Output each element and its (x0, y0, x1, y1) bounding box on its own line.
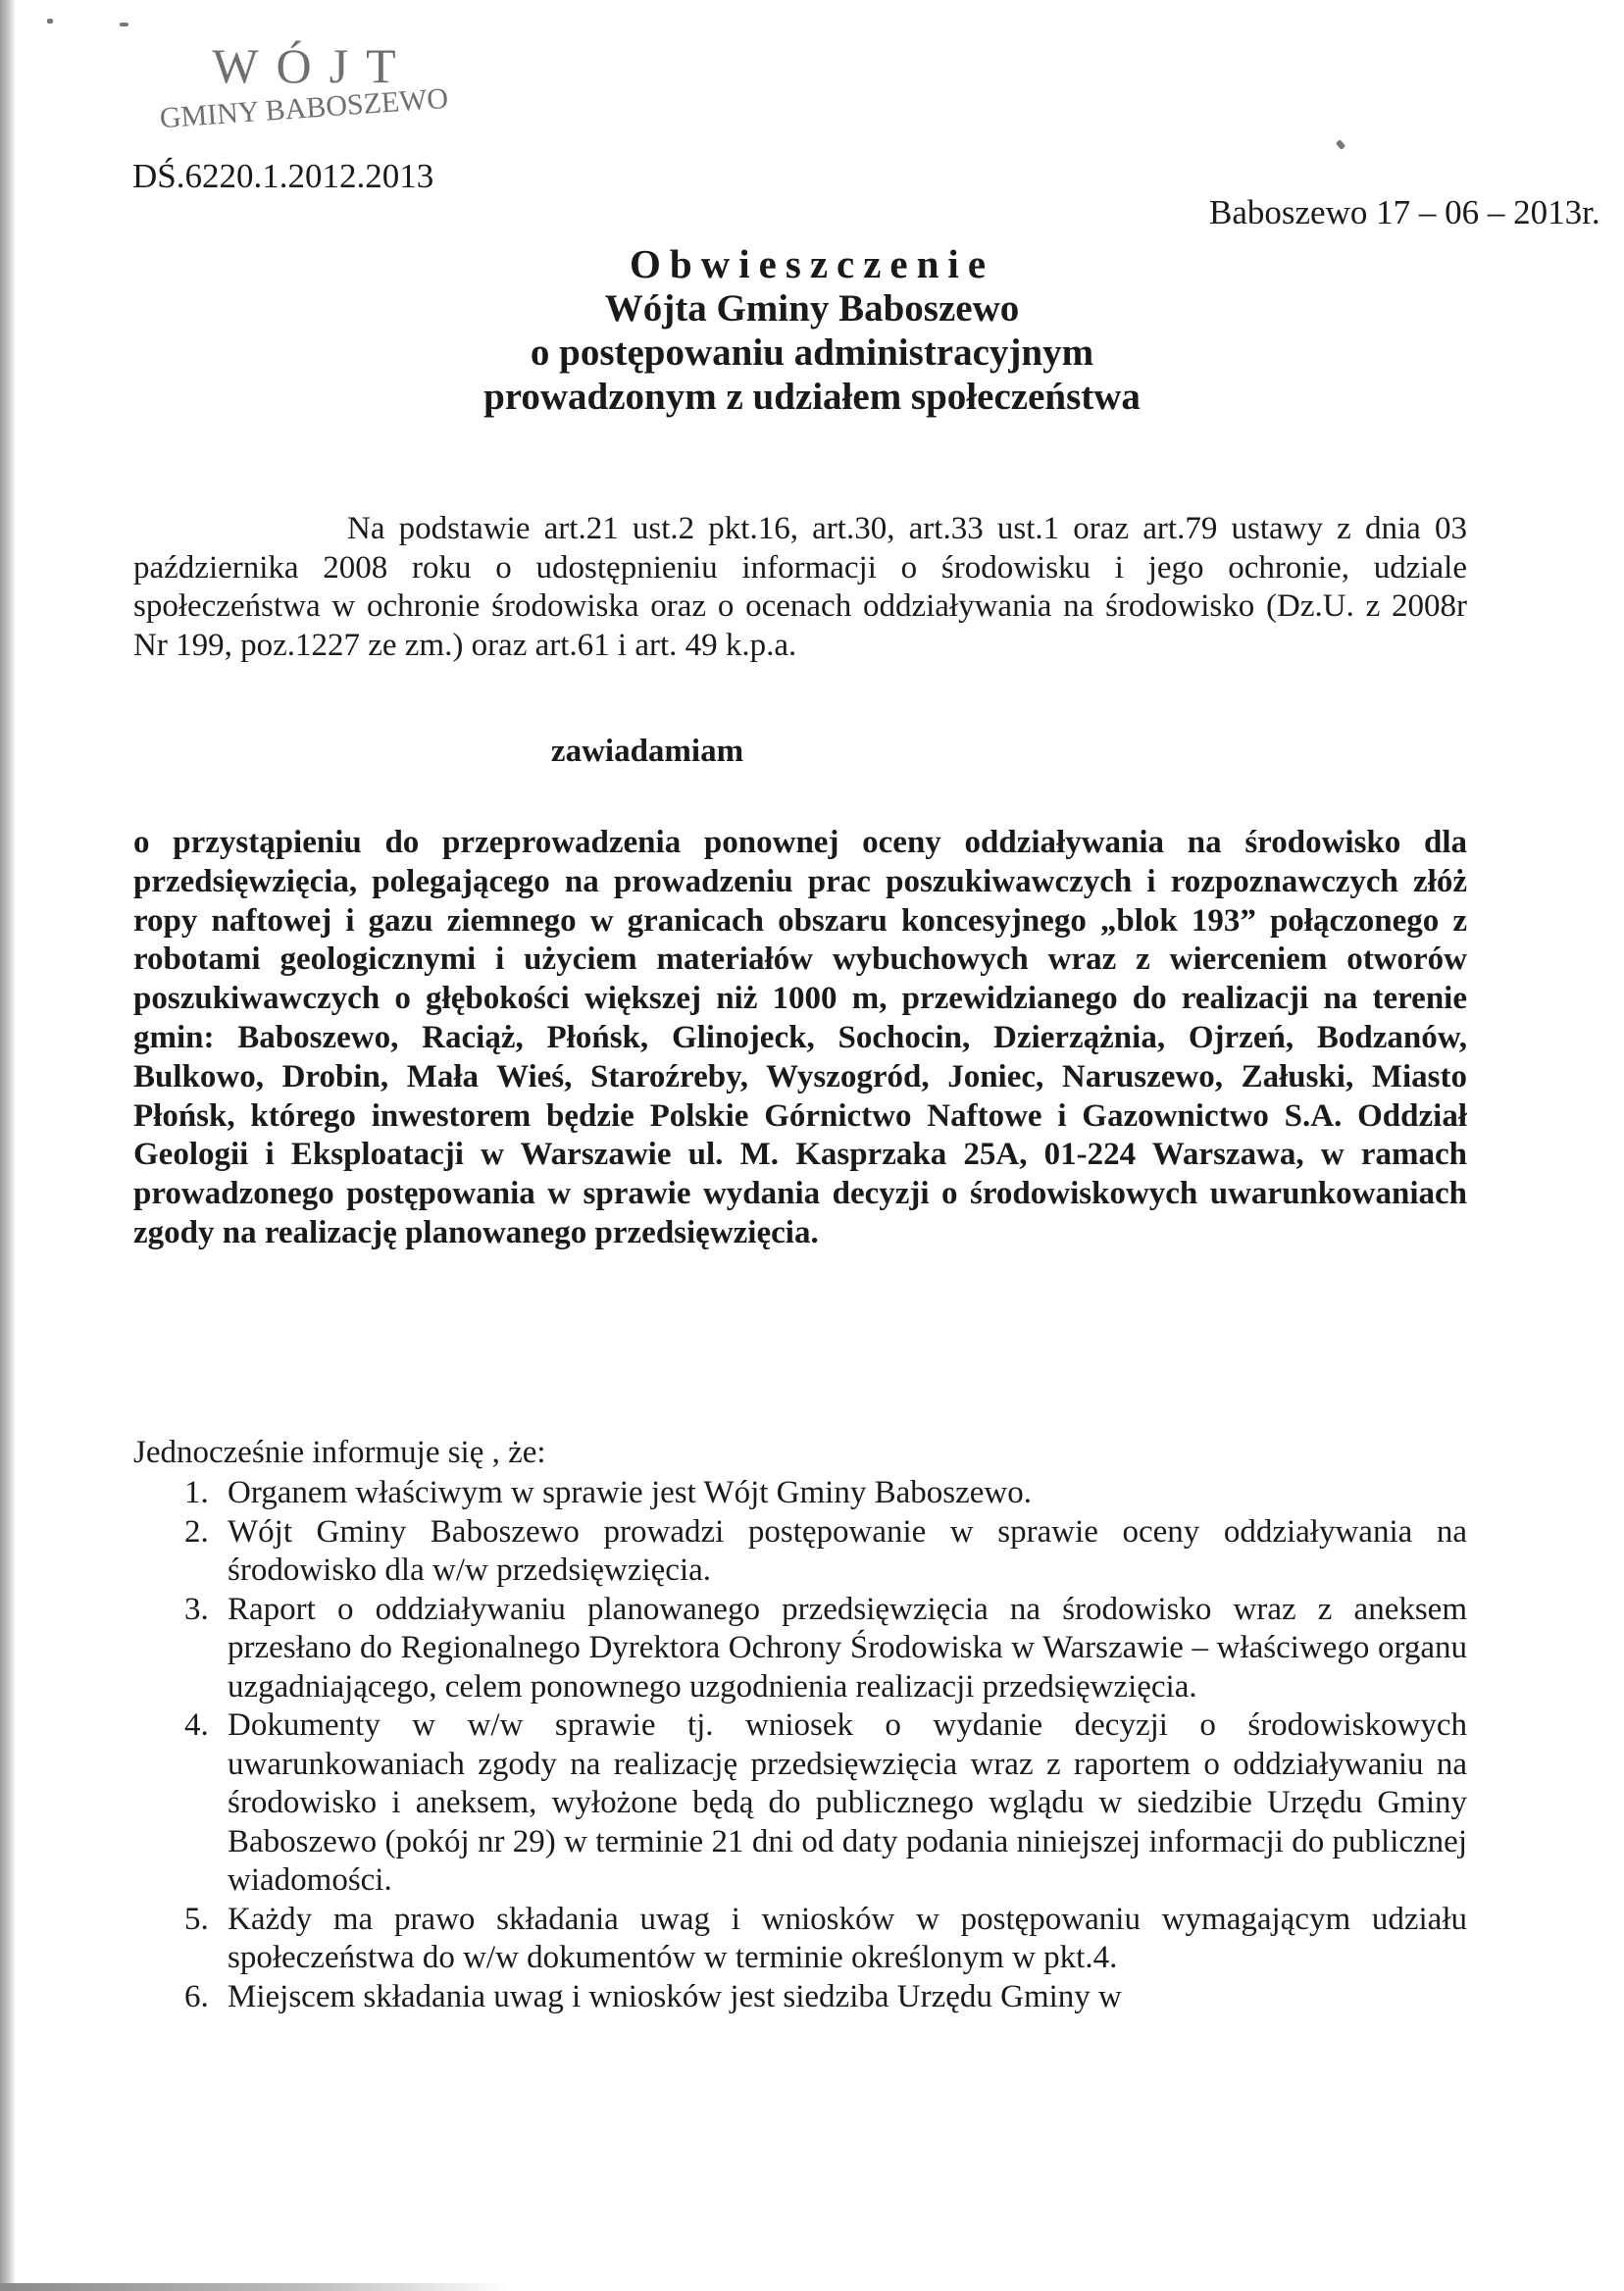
list-item (133, 1901, 1467, 1978)
list-item (133, 1513, 1467, 1591)
scan-speck (47, 19, 53, 24)
scan-speck (120, 23, 128, 26)
list-item-number: 3. (184, 1591, 209, 1627)
title-line-3: o postępowaniu administracyjnym (530, 331, 1094, 374)
list-item-number: 6. (184, 1978, 209, 2014)
list-item-text: Organem właściwym w sprawie jest Wójt Gminy Baboszewo. (228, 1475, 1032, 1510)
stamp-title: WÓJT (212, 38, 414, 93)
list-item-text: Wójt Gminy Baboszewo prowadzi postępowanie w sprawie oceny oddziaływania na środowisko dla w/w przedsięwzięcia. (228, 1513, 1467, 1588)
list-item-number: 1. (184, 1475, 209, 1510)
information-list (133, 1474, 1467, 2016)
list-item-number: 2. (184, 1513, 209, 1550)
list-item-number: 4. (184, 1707, 209, 1743)
document-title (0, 242, 1624, 419)
list-item-text: Dokumenty w w/w sprawie tj. wniosek o wydanie decyzji o środowiskowych uwarunkowaniach zgody na realizację przedsięwzięcia wraz z raportem o oddziaływaniu na środowisko i aneksem, wyłożone będą do publicznego wglądu w siedzibie Urzędu Gminy Baboszewo (pokój nr 29) w terminie 21 dni od daty podania niniejszej informacji do publicznej wiadomości. (228, 1707, 1467, 1898)
official-stamp (127, 38, 481, 135)
scan-edge-bottom (0, 2283, 510, 2291)
list-item (133, 1706, 1467, 1901)
main-notice-paragraph: o przystąpieniu do przeprowadzenia ponownej oceny oddziaływania na środowisko dla przedsięwzięcia, polegającego na prowadzeniu prac poszukiwawczych i rozpoznawczych złóż ropy naftowej i gazu ziemnego w granicach obszaru koncesyjnego „blok 193” połączonego z robotami geologicznymi i użyciem materiałów wybuchowych wraz z wierceniem otworów poszukiwawczych o głębokości większej niż 1000 m, przewidzianego do realizacji na terenie gmin: Baboszewo, Raciąż, Płońsk, Glinojeck, Sochocin, Dzierzążnia, Ojrzeń, Bodzanów, Bulkowo, Drobin, Mała Wieś, Staroźreby, Wyszogród, Joniec, Naruszewo, Załuski, Miasto Płońsk, którego inwestorem będzie Polskie Górnictwo Naftowe i Gazownictwo S.A. Oddział Geologii i Eksploatacji w Warszawie ul. M. Kasprzaka 25A, 01-224 Warszawa, w ramach prowadzonego postępowania w sprawie wydania decyzji o środowiskowych uwarunkowaniach zgody na realizację planowanego przedsięwzięcia. (133, 825, 1467, 1250)
list-lead: Jednocześnie informuje się , że: (133, 1435, 546, 1470)
list-item-text: Miejscem składania uwag i wniosków jest siedziba Urzędu Gminy w (228, 1978, 1122, 2014)
legal-basis-paragraph: Na podstawie art.21 ust.2 pkt.16, art.30, art.33 ust.1 oraz art.79 ustawy z dnia 03 października 2008 roku o udostępnieniu informacji o środowisku i jego ochronie, udziale społeczeństwa w ochronie środowiska oraz o ocenach oddziaływania na środowisko (Dz.U. z 2008r Nr 199, poz.1227 ze zm.) oraz art.61 i art. 49 k.p.a. (133, 511, 1467, 663)
stamp-subtitle: GMINY BABOSZEWO (158, 81, 450, 135)
scan-speck (1336, 139, 1345, 150)
list-item-text: Każdy ma prawo składania uwag i wniosków w postępowaniu wymagającym udziału społeczeństwa do w/w dokumentów w terminie określonym w pkt.4. (228, 1901, 1467, 1975)
list-item (133, 1591, 1467, 1707)
place-date: Baboszewo 17 – 06 – 2013r. (1209, 193, 1600, 231)
title-line-2: Wójta Gminy Baboszewo (604, 287, 1020, 330)
reference-number: DŚ.6220.1.2012.2013 (132, 157, 434, 195)
list-item-text: Raport o oddziaływaniu planowanego przedsięwzięcia na środowisko wraz z aneksem przesłano do Regionalnego Dyrektora Ochrony Środowiska w Warszawie – właściwego organu uzgadniającego, celem ponownego uzgodnienia realizacji przedsięwzięcia. (228, 1591, 1467, 1705)
title-line-4: prowadzonym z udziałem społeczeństwa (483, 376, 1141, 418)
title-line-1: Obwieszczenie (629, 241, 995, 286)
list-item (133, 1474, 1467, 1513)
list-item-number: 5. (184, 1901, 209, 1937)
notice-verb: zawiadamiam (550, 734, 744, 769)
list-item (133, 1978, 1467, 2017)
